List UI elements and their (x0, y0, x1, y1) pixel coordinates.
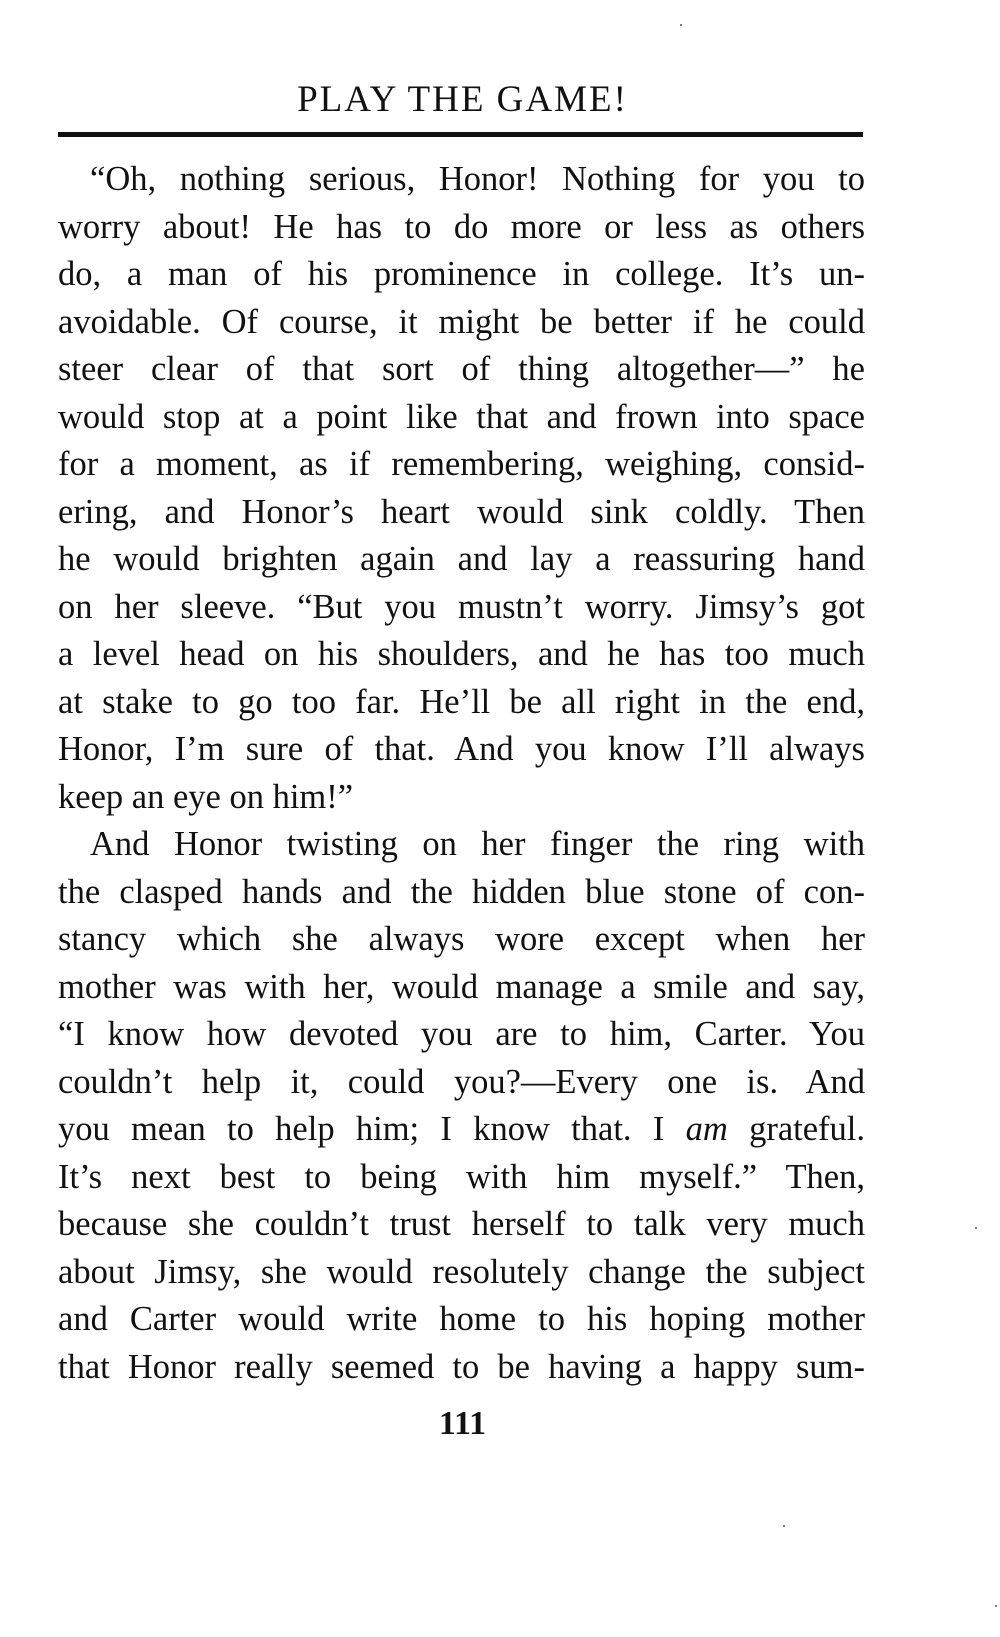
text-line: because she couldn’t trust herself to talk very much (58, 1205, 865, 1243)
print-speck (975, 1227, 977, 1229)
body-text (58, 156, 865, 1391)
text-line-with-emphasis (58, 1106, 865, 1154)
text-line: at stake to go too far. He’ll be all right in the end, (58, 682, 865, 721)
text-line: couldn’t help it, could you?—Every one is. And (58, 1062, 865, 1101)
emphasis-word: am (685, 1110, 728, 1148)
text-line: “I know how devoted you are to him, Carter. You (58, 1015, 865, 1053)
text-line: keep an eye on him!” (58, 777, 354, 816)
text-line: It’s next best to being with him myself.” Then, (58, 1157, 865, 1196)
text-line: and Carter would write home to his hoping mother (58, 1300, 865, 1338)
text-line: the clasped hands and the hidden blue stone of con- (58, 872, 865, 911)
print-speck (995, 1605, 997, 1607)
text-line: And Honor twisting on her finger the ring with (90, 825, 865, 863)
text-line: worry about! He has to do more or less as others (58, 207, 865, 246)
text-line: for a moment, as if remembering, weighing, consid- (58, 445, 865, 483)
header-rule (58, 132, 863, 137)
text-line: steer clear of that sort of thing altogether—” he (58, 350, 865, 388)
text-line: on her sleeve. “But you mustn’t worry. Jimsy’s got (58, 587, 865, 626)
running-title: PLAY THE GAME! (297, 79, 628, 120)
text-line: do, a man of his prominence in college. It’s un- (58, 255, 865, 293)
print-speck (680, 24, 682, 26)
text-line: a level head on his shoulders, and he has too much (58, 635, 865, 673)
text-line: ering, and Honor’s heart would sink coldly. Then (58, 492, 865, 531)
text-line: would stop at a point like that and frown into space (58, 397, 865, 436)
text-line: about Jimsy, she would resolutely change the subject (58, 1252, 865, 1291)
text-line: stancy which she always wore except when her (58, 920, 865, 958)
emphasis-before: you mean to help him; I know that. I (58, 1110, 686, 1148)
text-line: Honor, I’m sure of that. And you know I’ll always (58, 730, 865, 768)
emphasis-after: grateful. (727, 1110, 865, 1148)
text-line: mother was with her, would manage a smile and say, (58, 967, 865, 1006)
text-line: “Oh, nothing serious, Honor! Nothing for you to (90, 160, 865, 198)
page-number: 111 (438, 1405, 487, 1442)
text-line: avoidable. Of course, it might be better if he could (58, 302, 865, 341)
print-speck (783, 1525, 785, 1527)
text-line: that Honor really seemed to be having a happy sum- (58, 1347, 865, 1386)
text-line: he would brighten again and lay a reassuring hand (58, 540, 865, 578)
